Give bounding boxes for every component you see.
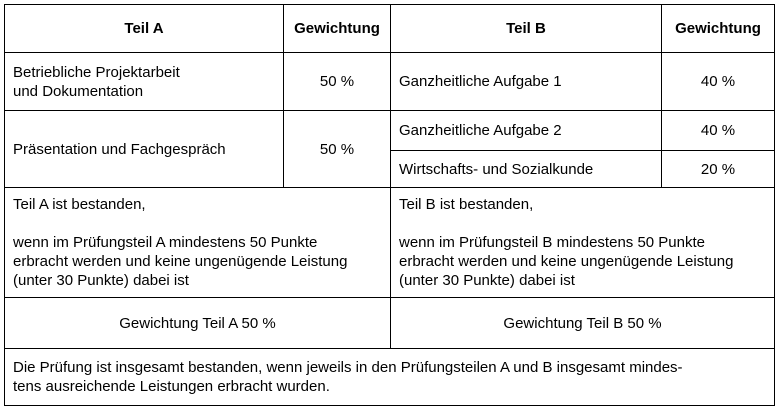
table-row xyxy=(5,188,775,298)
total-weight-a: Gewichtung Teil A 50 % xyxy=(5,298,391,349)
pass-condition-b xyxy=(391,188,775,298)
pass-b-title: Teil B ist bestanden, xyxy=(399,196,534,213)
table-row xyxy=(5,53,775,111)
header-weight-b: Gewichtung xyxy=(662,5,775,53)
pass-b-line3: (unter 30 Punkte) dabei ist xyxy=(399,272,575,289)
part-a-item-1-line2: und Dokumentation xyxy=(13,82,144,100)
part-b-item-2-weight: 40 % xyxy=(662,111,775,151)
header-weight-a: Gewichtung xyxy=(284,5,391,53)
pass-b-line1: wenn im Prüfungsteil B mindestens 50 Punkte xyxy=(399,234,705,251)
part-a-item-1 xyxy=(5,53,284,111)
pass-a-line1: wenn im Prüfungsteil A mindestens 50 Punkte xyxy=(13,234,318,251)
part-a-item-2-weight: 50 % xyxy=(284,111,391,188)
table-row xyxy=(5,298,775,349)
overall-pass-condition xyxy=(5,349,775,406)
header-row xyxy=(5,5,775,53)
part-a-item-1-weight: 50 % xyxy=(284,53,391,111)
table-row xyxy=(5,111,775,151)
exam-weighting-table xyxy=(4,4,775,406)
part-b-item-3-weight: 20 % xyxy=(662,151,775,188)
total-weight-b: Gewichtung Teil B 50 % xyxy=(391,298,775,349)
table-row xyxy=(5,349,775,406)
part-b-item-2: Ganzheitliche Aufgabe 2 xyxy=(391,111,662,151)
part-b-item-3: Wirtschafts- und Sozialkunde xyxy=(391,151,662,188)
pass-a-line3: (unter 30 Punkte) dabei ist xyxy=(13,272,189,289)
part-a-item-1-line1: Betriebliche Projektarbeit xyxy=(13,63,180,81)
footer-line2: tens ausreichende Leistungen erbracht wurden. xyxy=(13,378,330,395)
pass-b-line2: erbracht werden und keine ungenügende Leistung xyxy=(399,253,734,270)
part-b-item-1-weight: 40 % xyxy=(662,53,775,111)
header-part-b: Teil B xyxy=(391,5,662,53)
part-b-item-1: Ganzheitliche Aufgabe 1 xyxy=(391,53,662,111)
header-part-a: Teil A xyxy=(5,5,284,53)
part-a-item-2: Präsentation und Fachgespräch xyxy=(5,111,284,188)
pass-a-title: Teil A ist bestanden, xyxy=(13,196,146,213)
pass-condition-a xyxy=(5,188,391,298)
pass-a-line2: erbracht werden und keine ungenügende Leistung xyxy=(13,253,348,270)
footer-line1: Die Prüfung ist insgesamt bestanden, wenn jeweils in den Prüfungsteilen A und B insgesamt mindes- xyxy=(13,359,683,376)
